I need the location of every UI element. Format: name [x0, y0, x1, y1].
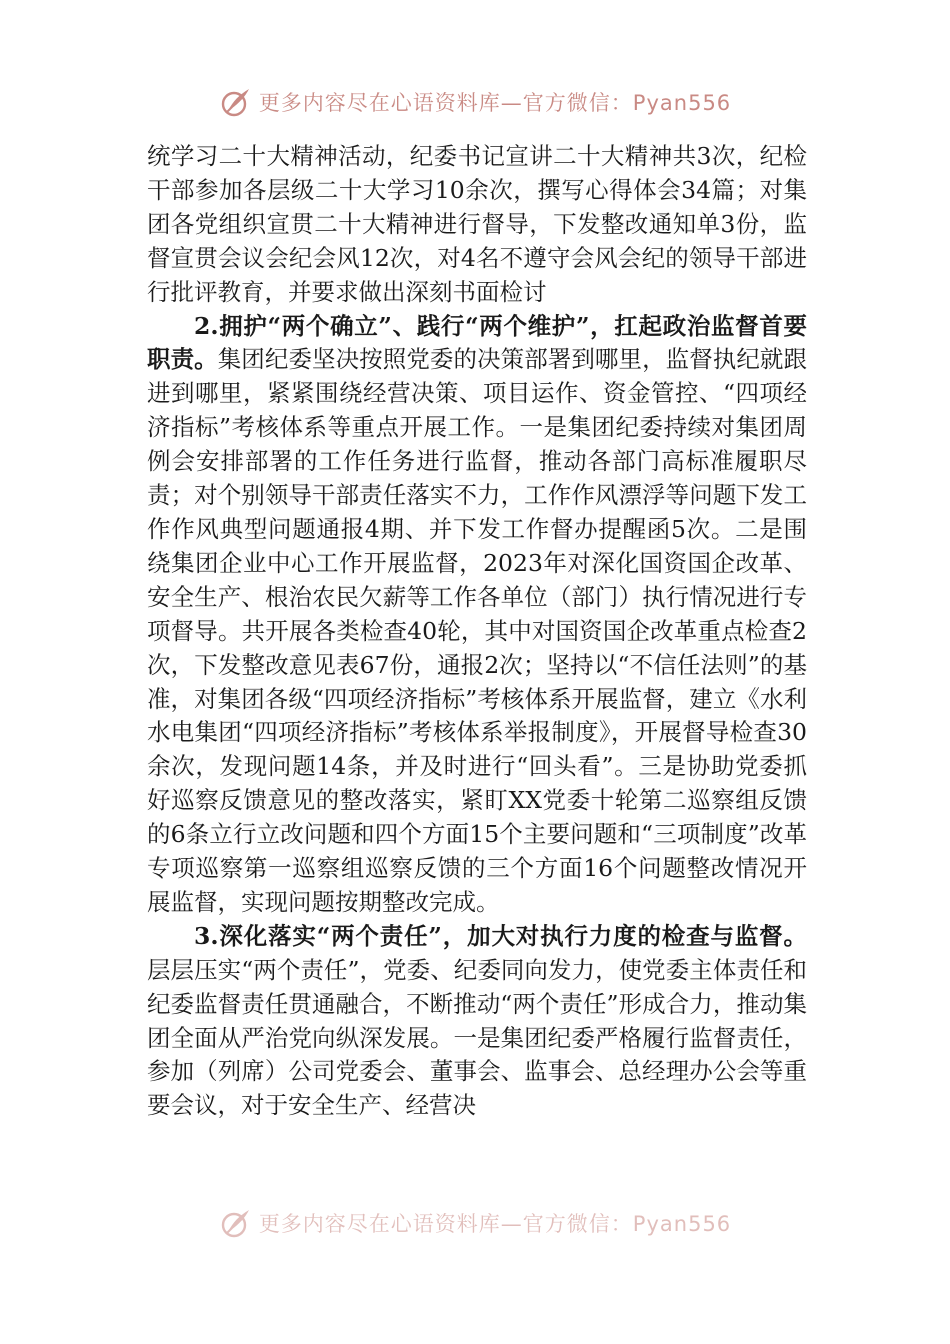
paragraph-continuation — [147, 140, 807, 310]
watermark-banner-top — [0, 82, 950, 122]
section-3-heading: 3.深化落实“两个责任”，加大对执行力度的检查与监督。 — [194, 921, 807, 950]
document-body — [147, 140, 807, 1123]
watermark-banner-bottom — [0, 1203, 950, 1243]
quill-logo-icon — [219, 1206, 253, 1240]
paragraph-1-body: 统学习二十大精神活动，纪委书记宣讲二十大精神共3次，纪检干部参加各层级二十大学习10余次，撰写心得体会34篇；对集团各党组织宣贯二十大精神进行督导，下发整改通知单3份，监督宣贯会议会纪会风12次，对4名不遵守会风会纪的领导干部进行批评教育，并要求做出深刻书面检讨 — [147, 142, 807, 306]
watermark-text: 更多内容尽在心语资料库—官方微信：Pyan556 — [258, 91, 732, 115]
section-2-body: 集团纪委坚决按照党委的决策部署到哪里，监督执纪就跟进到哪里，紧紧围绕经营决策、项目运作、资金管控、“四项经济指标”考核体系等重点开展工作。一是集团纪委持续对集团周例会安排部署的工作任务进行监督，推动各部门高标准履职尽责；对个别领导干部责任落实不力，工作作风漂浮等问题下发工作作风典型问题通报4期、并下发工作督办提醒函5次。二是围绕集团企业中心工作开展监督，2023年对深化国资国企改革、安全生产、根治农民欠薪等工作各单位（部门）执行情况进行专项督导。共开展各类检查40轮，其中对国资国企改革重点检查2次，下发整改意见表67份，通报2次；坚持以“不信任法则”的基准，对集团各级“四项经济指标”考核体系开展监督，建立《水利水电集团“四项经济指标”考核体系举报制度》，开展督导检查30余次，发现问题14条，并及时进行“回头看”。三是协助党委抓好巡察反馈意见的整改落实，紧盯XX党委十轮第二巡察组反馈的6条立行立改问题和四个方面15个主要问题和“三项制度”改革专项巡察第一巡察组巡察反馈的三个方面16个问题整改情况开展监督，实现问题按期整改完成。 — [147, 345, 808, 916]
paragraph-section-2 — [147, 310, 807, 920]
section-3-body: 层层压实“两个责任”，党委、纪委同向发力，使党委主体责任和纪委监督责任贯通融合，不断推动“两个责任”形成合力，推动集团全面从严治党向纵深发展。一是集团纪委严格履行监督责任，参加（列席）公司党委会、董事会、监事会、总经理办公会等重要会议，对于安全生产、经营决 — [147, 955, 807, 1120]
watermark-text: 更多内容尽在心语资料库—官方微信：Pyan556 — [258, 1212, 732, 1236]
section-2-heading: 2.拥护“两个确立”、践行“两个维护”，扛起政治监督首要职责。 — [147, 311, 807, 374]
paragraph-section-3 — [147, 920, 807, 1123]
quill-logo-icon — [219, 85, 253, 119]
